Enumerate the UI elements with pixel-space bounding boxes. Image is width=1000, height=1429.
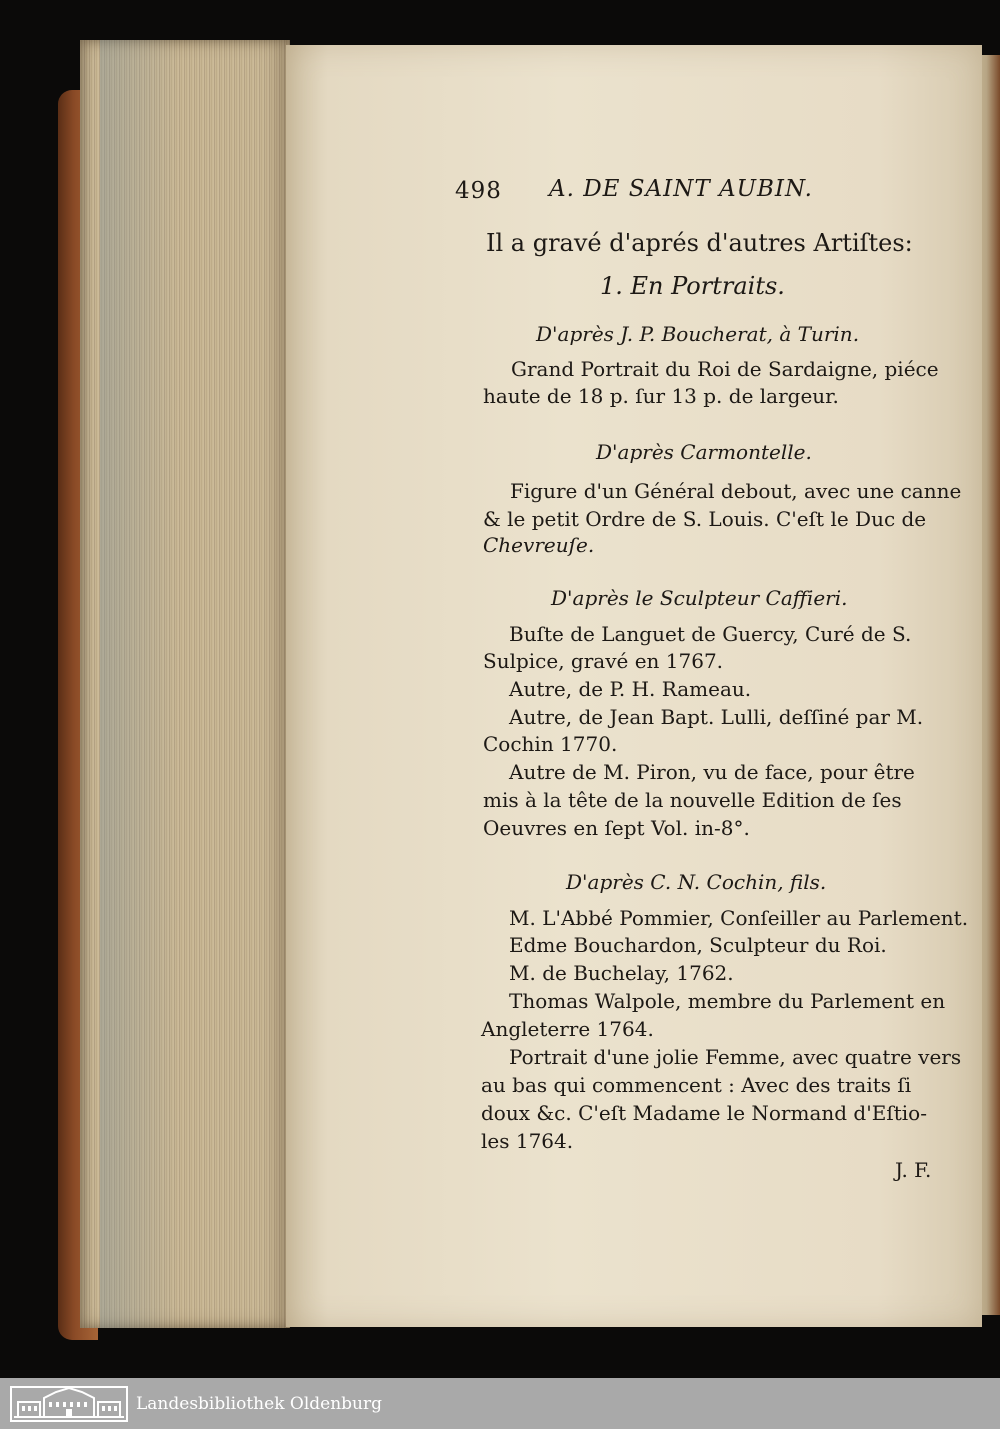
library-name: Landesbibliothek Oldenburg: [136, 1393, 383, 1414]
entry-line: Portrait d'une jolie Femme, avec quatre vers: [509, 1045, 962, 1069]
entry-line: M. L'Abbé Pommier, Conſeiller au Parlement.: [509, 906, 969, 930]
entry-line: Chevreuſe.: [483, 533, 595, 557]
entry-line: Autre, de Jean Bapt. Lulli, deſſiné par M.: [509, 705, 924, 729]
entry-line: Autre, de P. H. Rameau.: [509, 677, 752, 701]
entry-line: haute de 18 p. ſur 13 p. de largeur.: [483, 384, 839, 408]
entry-line: Thomas Walpole, membre du Parlement en: [509, 989, 946, 1013]
entry-line: Angleterre 1764.: [481, 1017, 654, 1041]
entry-line: Sulpice, gravé en 1767.: [483, 649, 724, 673]
entry-line: doux &c. C'eſt Madame le Normand d'Eſtio-: [481, 1101, 927, 1125]
subheading-caffieri: D'après le Sculpteur Caffieri.: [551, 586, 848, 610]
page-number: 498: [455, 178, 502, 204]
running-head: A. DE SAINT AUBIN.: [549, 176, 813, 202]
entry-line: Figure d'un Général debout, avec une canne: [510, 479, 962, 503]
subheading-boucherat: D'après J. P. Boucherat, à Turin.: [536, 322, 860, 346]
entry-line: au bas qui commencent : Avec des traits ſi: [481, 1073, 912, 1097]
intro-line: Il a gravé d'aprés d'autres Artiſtes:: [486, 229, 913, 257]
subheading-carmontelle: D'après Carmontelle.: [596, 440, 812, 464]
entry-line: Autre de M. Piron, vu de face, pour être: [509, 760, 915, 784]
entry-line: Edme Bouchardon, Sculpteur du Roi.: [509, 933, 887, 957]
signature: J. F.: [895, 1158, 932, 1182]
entry-line: mis à la tête de la nouvelle Edition de ſes: [483, 788, 902, 812]
library-building-logo-icon: [10, 1386, 128, 1422]
entry-line: Buſte de Languet de Guercy, Curé de S.: [509, 622, 912, 646]
footer-bar: [0, 1378, 1000, 1429]
page-block-edges: [80, 40, 290, 1328]
entry-line: Grand Portrait du Roi de Sardaigne, piéce: [511, 357, 939, 381]
entry-line: & le petit Ordre de S. Louis. C'eſt le Duc de: [483, 507, 927, 531]
entry-line: M. de Buchelay, 1762.: [509, 961, 734, 985]
entry-line: Oeuvres en ſept Vol. in-8°.: [483, 816, 750, 840]
subheading-cochin: D'après C. N. Cochin, fils.: [566, 870, 827, 894]
section-title: 1. En Portraits.: [600, 272, 785, 300]
entry-line: Cochin 1770.: [483, 732, 618, 756]
entry-line: les 1764.: [481, 1129, 574, 1153]
